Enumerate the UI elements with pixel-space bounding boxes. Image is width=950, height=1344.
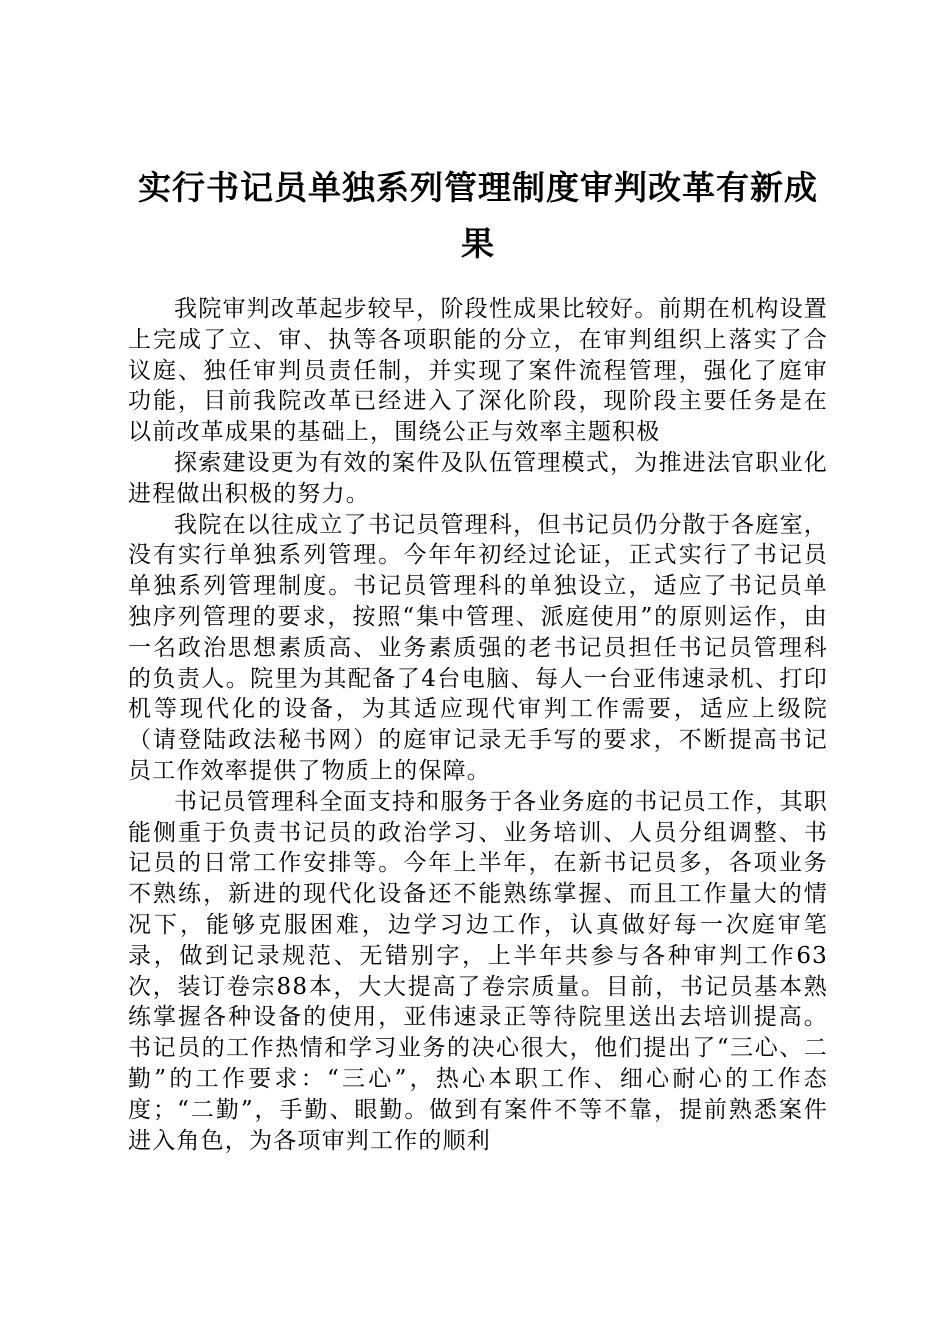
paragraph: 书记员管理科全面支持和服务于各业务庭的书记员工作，其职能侧重于负责书记员的政治学习、业务培训、人员分组调整、书记员的日常工作安排等。今年上半年，在新书记员多，各项业务不熟练，新进的现代化设备还不能熟练掌握、而且工作量大的情况下，能够克服困难，边学习边工作，认真做好每一次庭审笔录，做到记录规范、无错别字，上半年共参与各种审判工作63次，装订卷宗88本，大大提高了卷宗质量。目前，书记员基本熟练掌握各种设备的使用，亚伟速录正等待院里送出去培训提高。书记员的工作热情和学习业务的决心很大，他们提出了“三心、二勤”的工作要求：“三心”，热心本职工作、细心耐心的工作态度；“二勤”，手勤、眼勤。做到有案件不等不靠，提前熟悉案件进入角色，为各项审判工作的顺利 xyxy=(128,788,828,1154)
paragraph: 探索建设更为有效的案件及队伍管理模式，为推进法官职业化进程做出积极的努力。 xyxy=(128,449,828,507)
document-body xyxy=(128,294,828,1156)
document-title: 实行书记员单独系列管理制度审判改革有新成果 xyxy=(138,168,818,263)
paragraph: 我院在以往成立了书记员管理科，但书记员仍分散于各庭室，没有实行单独系列管理。今年年初经过论证，正式实行了书记员单独系列管理制度。书记员管理科的单独设立，适应了书记员单独序列管理的要求，按照“集中管理、派庭使用”的原则运作，由一名政治思想素质高、业务素质强的老书记员担任书记员管理科的负责人。院里为其配备了4台电脑、每人一台亚伟速录机、打印机等现代化的设备，为其适应现代审判工作需要，适应上级院（请登陆政法秘书网）的庭审记录无手写的要求，不断提高书记员工作效率提供了物质上的保障。 xyxy=(128,511,828,784)
paragraph: 我院审判改革起步较早，阶段性成果比较好。前期在机构设置上完成了立、审、执等各项职能的分立，在审判组织上落实了合议庭、独任审判员责任制，并实现了案件流程管理，强化了庭审功能，目前我院改革已经进入了深化阶段，现阶段主要任务是在以前改革成果的基础上，围绕公正与效率主题积极 xyxy=(128,296,828,446)
